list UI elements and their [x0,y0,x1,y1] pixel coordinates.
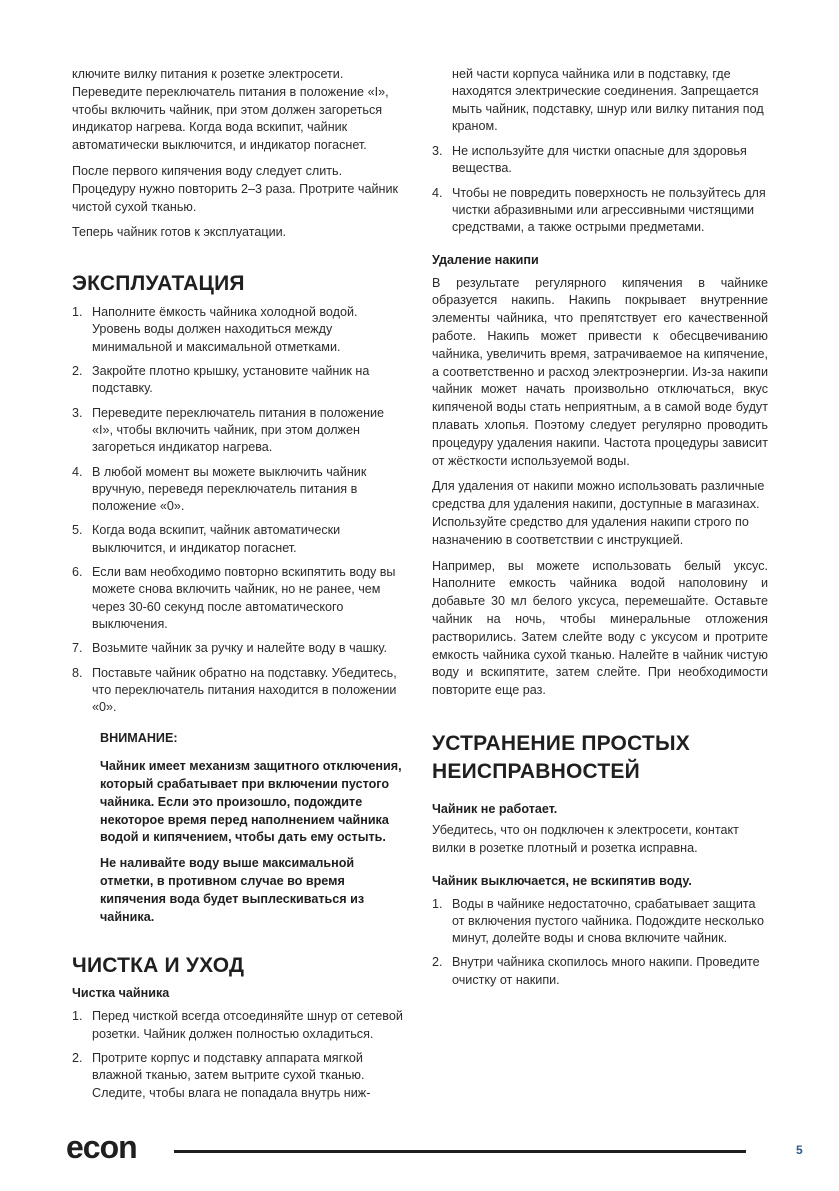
list-item: 2. Протрите корпус и подставку аппарата мягкой влажной тканью, затем вытрите сухой тканью. Следите, чтобы влага не попадала внутрь ниж- [72,1050,371,1100]
page-number: 5 [796,1143,803,1157]
descaling-paragraph: Для удаления от накипи можно использовать различные средства для удаления накипи, доступные в магазинах. Используйте средство для удаления накипи строго по назначению в соответствии с инструкцией. [432,479,765,547]
section-title-operation: ЭКСПЛУАТАЦИЯ [72,272,245,296]
list-item: 2. Внутри чайника скопилось много накипи. Проведите очистку от накипи. [432,955,760,987]
cleaning-continuation: ней части корпуса чайника или в подставку, где находятся электрические соединения. Запрещается мыть чайник, подставку, шнур или вилку питания под краном. [452,67,764,133]
list-item: 3. Переведите переключатель питания в положение «I», чтобы включить чайник, при этом должен загореться индикатор нагрева. [72,405,385,455]
cleaning-list-continued [432,143,768,236]
list-item: 4. В любой момент вы можете выключить чайник вручную, переведя переключатель питания в положение «0». [72,464,367,514]
svg-text:econ: econ [66,1132,137,1164]
list-item: 1. Воды в чайнике недостаточно, срабатывает защита от включения пустого чайника. Подождите несколько минут, долейте воды и снова включите чайник. [432,896,764,946]
intro-paragraph: После первого кипячения воду следует слить. Процедуру нужно повторить 2–3 раза. Протрите чайник чистой сухой тканью. [72,163,399,214]
section-title-cleaning: ЧИСТКА И УХОД [72,954,245,978]
list-item: 2. Закройте плотно крышку, установите чайник на подставку. [72,364,370,396]
cleaning-list [72,1008,408,1101]
problem-list [432,896,768,989]
econ-logo [66,1132,150,1164]
intro-paragraph: ключите вилку питания к розетке электросети. Переведите переключатель питания в положение «I», чтобы включить чайник, при этом должен загореться индикатор нагрева. Когда вода вскипит, чайник автоматически выключится, и индикатор погаснет. [72,67,389,153]
intro-paragraph: Теперь чайник готов к эксплуатации. [72,225,287,240]
list-item: 6. Если вам необходимо повторно вскипятить воду вы можете снова включить чайник, но не ранее, чем через 30-60 секунд после автоматического выключения. [72,565,396,631]
left-column [72,66,408,1109]
warning-block [72,730,408,926]
list-item: 5. Когда вода вскипит, чайник автоматически выключится, и индикатор погаснет. [72,523,341,555]
warning-title: ВНИМАНИЕ: [100,731,178,746]
list-item: 4. Чтобы не повредить поверхность не пользуйтесь для чистки абразивными или агрессивными чистящими средствами, а также острыми предметами. [432,185,766,235]
footer-divider [174,1150,746,1153]
descaling-paragraph: Например, вы можете использовать белый уксус. Наполните емкость чайника водой наполовину и добавьте 30 мл белого уксуса, перемешайте. Оставьте чайник на ночь, чтобы минеральные отложения растворились. Затем слейте воду с уксусом и протрите емкость чайника сухой тканью. Налейте в чайник чистую воду и вскипятите, затем слейте. При необходимости повторите еще раз. [432,558,768,698]
right-column [432,66,768,996]
problem-title: Чайник выключается, не вскипятив воду. [432,873,692,888]
list-item: 3. Не используйте для чистки опасные для здоровья вещества. [432,144,747,176]
warning-text: Чайник имеет механизм защитного отключения, который срабатывает при включении пустого чайника. Если это произошло, подождите некоторое время перед наполнением чайника водой и кипячением, чтобы дать ему остыть. [100,759,402,845]
problem-text: Убедитесь, что он подключен к электросети, контакт вилки в розетке плотный и розетка исправна. [432,823,739,855]
subsection-title: Удаление накипи [432,252,539,267]
subsection-title: Чистка чайника [72,986,170,1001]
list-item: 1. Наполните ёмкость чайника холодной водой. Уровень воды должен находиться между минимальной и максимальной отметками. [72,305,358,354]
section-title-troubleshooting: УСТРАНЕНИЕ ПРОСТЫХ [432,732,690,755]
problem-title: Чайник не работает. [432,802,558,816]
operation-list [72,304,408,716]
warning-text: Не наливайте воду выше максимальной отметки, в противном случае во время кипячения вода будет выплескиваться из чайника. [100,856,365,924]
list-item: 1. Перед чисткой всегда отсоединяйте шнур от сетевой розетки. Чайник должен полностью охладиться. [72,1009,403,1041]
descaling-paragraph: В результате регулярного кипячения в чайнике образуется накипь. Накипь покрывает внутренние элементы чайника, что препятствует его качественной работе. Накипь может привести к обесцвечиванию чайника, увеличить время, затрачиваемое на кипячение, а соответственно и расход электроэнергии. Из-за накипи чайник может начать произвольно отключаться, вкус кипяченой воды стать неприятным, а в самой воде будут плавать хлопья. Поэтому следует регулярно проводить процедуру удаления накипи. Частота процедуры зависит от жёсткости используемой воды. [432,275,768,468]
list-item: 8. Поставьте чайник обратно на подставку. Убедитесь, что переключатель питания находится в положении «0». [72,665,397,715]
list-item: 7. Возьмите чайник за ручку и налейте воду в чашку. [72,641,387,656]
section-title-troubleshooting: НЕИСПРАВНОСТЕЙ [432,760,640,783]
